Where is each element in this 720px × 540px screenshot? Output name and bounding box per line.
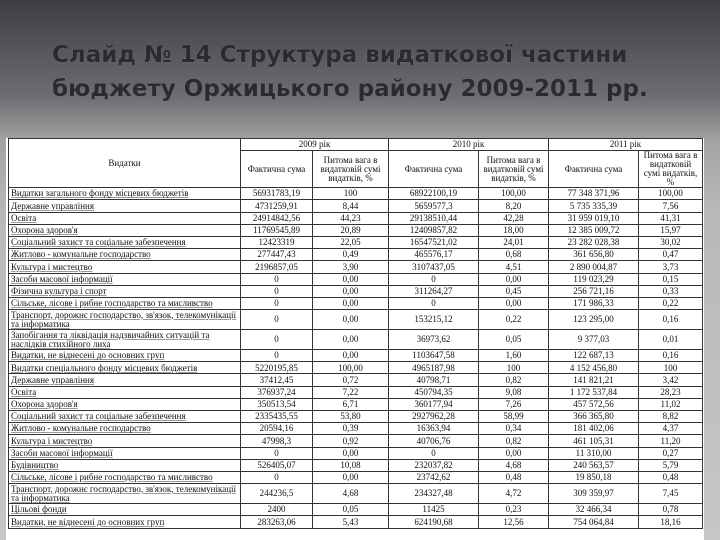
row-label: Сільське, лісове і рибне господарство та мисливство	[9, 471, 241, 483]
row-value: 0,16	[639, 310, 703, 330]
row-label: Видатки, не віднесені до основних груп	[9, 350, 241, 362]
row-value: 100	[639, 362, 703, 374]
row-value: 5 735 335,39	[549, 200, 639, 212]
row-value: 0,00	[313, 285, 389, 297]
table-row	[9, 504, 703, 516]
row-label: Культура і мистецтво	[9, 435, 241, 447]
row-value: 457 572,56	[549, 398, 639, 410]
row-value: 0,00	[313, 273, 389, 285]
row-value: 119 023,29	[549, 273, 639, 285]
row-label: Освіта	[9, 212, 241, 224]
row-value: 12 385 009,72	[549, 224, 639, 236]
row-label: Видатки спеціального фонду місцевих бюджетів	[9, 362, 241, 374]
table-row	[9, 484, 703, 504]
table-row	[9, 297, 703, 309]
row-value: 4965187,98	[389, 362, 479, 374]
row-value: 0	[389, 273, 479, 285]
row-value: 24914842,56	[241, 212, 313, 224]
row-value: 0,82	[479, 435, 549, 447]
header-fact-2010: Фактична сума	[389, 151, 479, 188]
row-label: Соціальний захист та соціальне забезпечення	[9, 236, 241, 248]
row-value: 31 959 019,10	[549, 212, 639, 224]
row-value: 465576,17	[389, 249, 479, 261]
row-value: 7,22	[313, 386, 389, 398]
row-value: 0,00	[313, 297, 389, 309]
row-value: 0,72	[313, 374, 389, 386]
row-value: 7,26	[479, 398, 549, 410]
row-value: 4 152 456,80	[549, 362, 639, 374]
row-value: 29138510,44	[389, 212, 479, 224]
header-fact-2011: Фактична сума	[549, 151, 639, 188]
header-share-2009: Питома вага в видатковій сумі видатків, %	[313, 151, 389, 188]
row-value: 3,90	[313, 261, 389, 273]
row-value: 40798,71	[389, 374, 479, 386]
table-row	[9, 435, 703, 447]
row-value: 10,08	[313, 459, 389, 471]
budget-table	[8, 138, 703, 529]
row-value: 53,80	[313, 411, 389, 423]
row-value: 12423319	[241, 236, 313, 248]
row-label: Сільське, лісове і рибне господарство та мисливство	[9, 297, 241, 309]
row-value: 526405,07	[241, 459, 313, 471]
table-row	[9, 411, 703, 423]
row-value: 1 172 537,84	[549, 386, 639, 398]
row-label: Фізична культура і спорт	[9, 285, 241, 297]
row-value: 9 377,03	[549, 330, 639, 350]
row-value: 240 563,57	[549, 459, 639, 471]
row-value: 234327,48	[389, 484, 479, 504]
row-value: 256 721,16	[549, 285, 639, 297]
slide-title: Слайд № 14 Структура видаткової частини бюджету Оржицького району 2009-2011 рр.	[52, 42, 648, 102]
row-value: 0,16	[639, 350, 703, 362]
row-value: 12,56	[479, 516, 549, 528]
table-row	[9, 273, 703, 285]
row-value: 0,05	[313, 504, 389, 516]
table-row	[9, 386, 703, 398]
row-value: 141 821,21	[549, 374, 639, 386]
row-value: 23742,62	[389, 471, 479, 483]
table-row	[9, 362, 703, 374]
header-share-2010: Питома вага в видатковій сумі видатків, %	[479, 151, 549, 188]
table-row	[9, 350, 703, 362]
row-value: 8,44	[313, 200, 389, 212]
row-value: 5,43	[313, 516, 389, 528]
row-value: 4,68	[313, 484, 389, 504]
row-value: 0	[241, 273, 313, 285]
table-row	[9, 516, 703, 528]
row-value: 0	[241, 285, 313, 297]
row-label: Засоби масової інформації	[9, 447, 241, 459]
row-value: 171 986,33	[549, 297, 639, 309]
row-value: 11,20	[639, 435, 703, 447]
row-value: 4,68	[479, 459, 549, 471]
row-label: Державне управління	[9, 200, 241, 212]
row-value: 232037,82	[389, 459, 479, 471]
row-value: 0,48	[479, 471, 549, 483]
row-value: 360177,94	[389, 398, 479, 410]
row-value: 44,23	[313, 212, 389, 224]
row-value: 450794,35	[389, 386, 479, 398]
row-value: 11 310,00	[549, 447, 639, 459]
row-value: 8,82	[639, 411, 703, 423]
row-value: 2400	[241, 504, 313, 516]
row-value: 3,42	[639, 374, 703, 386]
row-value: 22,05	[313, 236, 389, 248]
row-value: 0,82	[479, 374, 549, 386]
row-value: 4731259,91	[241, 200, 313, 212]
row-value: 0,48	[639, 471, 703, 483]
row-value: 311264,27	[389, 285, 479, 297]
row-value: 153215,12	[389, 310, 479, 330]
row-value: 0	[241, 350, 313, 362]
row-value: 100	[479, 362, 549, 374]
row-value: 0,00	[479, 447, 549, 459]
row-value: 41,31	[639, 212, 703, 224]
table-row	[9, 423, 703, 435]
row-value: 4,72	[479, 484, 549, 504]
row-value: 4,37	[639, 423, 703, 435]
table-row	[9, 398, 703, 410]
table-row	[9, 374, 703, 386]
row-value: 0,00	[313, 447, 389, 459]
row-value: 30,02	[639, 236, 703, 248]
row-value: 4,51	[479, 261, 549, 273]
row-label: Освіта	[9, 386, 241, 398]
row-label: Транспорт, дорожнє господарство, зв'язок, телекомунікації та інформатика	[9, 310, 241, 330]
row-value: 0,68	[479, 249, 549, 261]
row-value: 754 064,84	[549, 516, 639, 528]
row-label: Засоби масової інформації	[9, 273, 241, 285]
row-value: 0	[389, 447, 479, 459]
budget-table-sheet	[6, 138, 704, 540]
header-fact-2009: Фактична сума	[241, 151, 313, 188]
row-value: 58,99	[479, 411, 549, 423]
row-value: 309 359,97	[549, 484, 639, 504]
table-row	[9, 236, 703, 248]
row-value: 16547521,02	[389, 236, 479, 248]
row-value: 7,45	[639, 484, 703, 504]
row-value: 181 402,06	[549, 423, 639, 435]
row-value: 0	[241, 297, 313, 309]
row-value: 277447,43	[241, 249, 313, 261]
row-value: 100,00	[313, 362, 389, 374]
row-value: 9,08	[479, 386, 549, 398]
row-value: 0	[241, 330, 313, 350]
row-value: 20,89	[313, 224, 389, 236]
table-row	[9, 310, 703, 330]
row-value: 16363,94	[389, 423, 479, 435]
row-label: Запобігання та ліквідація надзвичайних ситуацій та наслідків стихійного лиха	[9, 330, 241, 350]
row-value: 2927962,28	[389, 411, 479, 423]
row-value: 3107437,05	[389, 261, 479, 273]
row-value: 23 282 028,38	[549, 236, 639, 248]
table-row	[9, 447, 703, 459]
row-value: 0,00	[313, 330, 389, 350]
table-row	[9, 285, 703, 297]
row-value: 2 890 004,87	[549, 261, 639, 273]
row-value: 100,00	[639, 188, 703, 200]
row-value: 19 850,18	[549, 471, 639, 483]
row-value: 0,15	[639, 273, 703, 285]
table-row	[9, 330, 703, 350]
row-value: 0,00	[313, 471, 389, 483]
row-value: 461 105,31	[549, 435, 639, 447]
row-value: 3,73	[639, 261, 703, 273]
row-label: Охорона здоров'я	[9, 224, 241, 236]
row-label: Державне управління	[9, 374, 241, 386]
row-value: 0,78	[639, 504, 703, 516]
row-label: Цільові фонди	[9, 504, 241, 516]
row-value: 0,45	[479, 285, 549, 297]
row-value: 100,00	[479, 188, 549, 200]
row-value: 36973,62	[389, 330, 479, 350]
table-row	[9, 261, 703, 273]
row-value: 68922100,19	[389, 188, 479, 200]
row-value: 5659577,3	[389, 200, 479, 212]
row-value: 32 466,34	[549, 504, 639, 516]
row-label: Будівництво	[9, 459, 241, 471]
table-row	[9, 459, 703, 471]
row-value: 0,23	[479, 504, 549, 516]
row-value: 624190,68	[389, 516, 479, 528]
row-value: 12409857,82	[389, 224, 479, 236]
row-value: 11769545,89	[241, 224, 313, 236]
row-value: 6,71	[313, 398, 389, 410]
header-year-2011: 2011 рік	[549, 139, 703, 151]
row-value: 283263,06	[241, 516, 313, 528]
header-share-2011: Питома вага в видатковій сумі видатків, %	[639, 151, 703, 188]
row-value: 0,49	[313, 249, 389, 261]
row-value: 0,01	[639, 330, 703, 350]
row-label: Видатки, не віднесені до основних груп	[9, 516, 241, 528]
row-value: 1,60	[479, 350, 549, 362]
row-value: 5220195,85	[241, 362, 313, 374]
row-value: 47998,3	[241, 435, 313, 447]
row-value: 42,28	[479, 212, 549, 224]
row-value: 11,02	[639, 398, 703, 410]
table-row	[9, 471, 703, 483]
row-label: Охорона здоров'я	[9, 398, 241, 410]
row-value: 77 348 371,96	[549, 188, 639, 200]
row-value: 0,00	[479, 297, 549, 309]
row-value: 2196857,05	[241, 261, 313, 273]
header-year-2010: 2010 рік	[389, 139, 549, 151]
row-value: 8,20	[479, 200, 549, 212]
row-value: 0,00	[313, 310, 389, 330]
table-row	[9, 212, 703, 224]
row-value: 0	[389, 297, 479, 309]
row-value: 0,34	[479, 423, 549, 435]
table-row	[9, 249, 703, 261]
row-value: 2335435,55	[241, 411, 313, 423]
header-expenses: Видатки	[9, 139, 241, 188]
row-value: 0,00	[313, 350, 389, 362]
row-value: 0,00	[479, 273, 549, 285]
table-row	[9, 200, 703, 212]
row-value: 244236,5	[241, 484, 313, 504]
row-value: 0,39	[313, 423, 389, 435]
row-value: 7,56	[639, 200, 703, 212]
row-value: 350513,54	[241, 398, 313, 410]
row-value: 361 656,80	[549, 249, 639, 261]
row-value: 11425	[389, 504, 479, 516]
row-value: 376937,24	[241, 386, 313, 398]
row-value: 366 365,80	[549, 411, 639, 423]
row-label: Транспорт, дорожнє господарство, зв'язок, телекомунікації та інформатика	[9, 484, 241, 504]
table-row	[9, 188, 703, 200]
row-value: 0,22	[479, 310, 549, 330]
row-value: 0,05	[479, 330, 549, 350]
table-row	[9, 224, 703, 236]
row-value: 20594,16	[241, 423, 313, 435]
row-value: 15,97	[639, 224, 703, 236]
row-value: 24,01	[479, 236, 549, 248]
row-value: 0,92	[313, 435, 389, 447]
row-value: 0,22	[639, 297, 703, 309]
row-value: 0,27	[639, 447, 703, 459]
row-value: 122 687,13	[549, 350, 639, 362]
row-value: 18,00	[479, 224, 549, 236]
row-value: 40706,76	[389, 435, 479, 447]
row-label: Видатки загального фонду місцевих бюджетів	[9, 188, 241, 200]
row-label: Соціальний захист та соціальне забезпечення	[9, 411, 241, 423]
row-value: 1103647,58	[389, 350, 479, 362]
row-value: 28,23	[639, 386, 703, 398]
row-value: 37412,45	[241, 374, 313, 386]
row-value: 0,33	[639, 285, 703, 297]
row-value: 123 295,00	[549, 310, 639, 330]
row-value: 18,16	[639, 516, 703, 528]
row-value: 56931783,19	[241, 188, 313, 200]
row-label: Культура і мистецтво	[9, 261, 241, 273]
row-label: Житлово - комунальне господарство	[9, 423, 241, 435]
row-value: 5,79	[639, 459, 703, 471]
row-value: 0	[241, 310, 313, 330]
row-value: 100	[313, 188, 389, 200]
row-label: Житлово - комунальне господарство	[9, 249, 241, 261]
row-value: 0	[241, 447, 313, 459]
header-year-2009: 2009 рік	[241, 139, 389, 151]
row-value: 0,47	[639, 249, 703, 261]
row-value: 0	[241, 471, 313, 483]
